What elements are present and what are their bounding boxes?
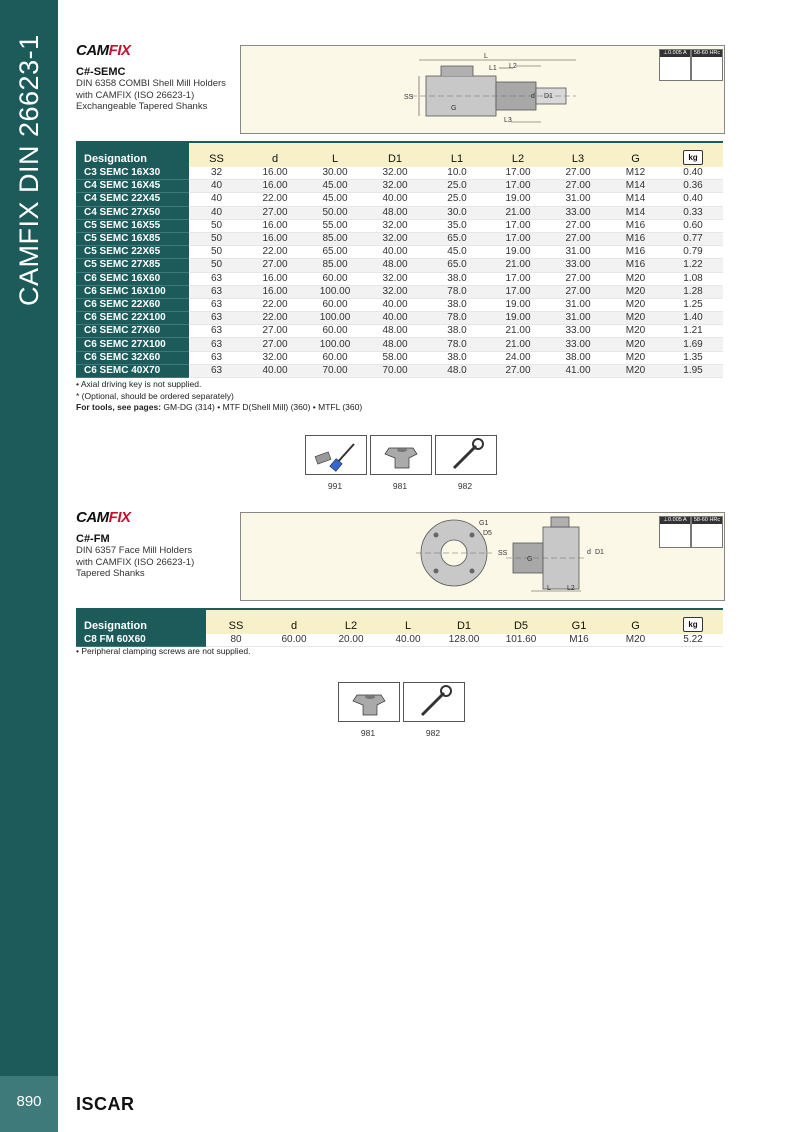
wrench-icon [436,436,496,474]
clamp-icon [371,436,431,474]
logo-part-fix: FIX [108,509,131,526]
table-row [76,193,723,206]
dim-label-L3: L3 [504,117,512,124]
table-cell: 21.00 [488,325,548,338]
table-cell: 17.00 [488,180,548,193]
dim-label-G: G [527,556,533,563]
table-cell: 65.00 [306,246,364,259]
table-cell: 30.00 [306,167,364,180]
table-cell: 10.0 [426,167,488,180]
table-cell: 63 [189,285,244,298]
camfix-logo [76,42,131,59]
table-cell: 27.00 [548,285,608,298]
semc-desc-line: with CAMFIX (ISO 26623-1) [76,89,195,101]
designation-cell: C5 SEMC 16X55 [76,219,189,232]
table-row [76,206,723,219]
semc-notes [76,379,362,414]
table-row [76,634,723,647]
hardness-spec-text: 58-60 HRc [693,517,721,523]
table-row [76,351,723,364]
dim-label-SS: SS [498,550,508,557]
table-cell: 45.00 [306,180,364,193]
table-cell: 27.00 [548,272,608,285]
table-cell: 32.00 [244,351,306,364]
note-optional: * (Optional, should be ordered separately) [76,390,234,401]
table-cell: M20 [608,272,663,285]
table-row [76,272,723,285]
table-cell: 0.40 [663,167,723,180]
table-cell: 22.00 [244,193,306,206]
table-cell: 32.00 [364,285,426,298]
table-cell: 31.00 [548,312,608,325]
header-g: G [608,609,663,634]
table-cell: 48.00 [364,338,426,351]
table-cell: 40.00 [244,364,306,377]
tool-label-981: 981 [392,481,408,491]
header-g1: G1 [550,609,608,634]
logo-part-fix: FIX [108,42,131,59]
header-weight [663,609,723,634]
table-cell: 17.00 [488,219,548,232]
table-cell: 1.22 [663,259,723,272]
tool-981-clamp [370,435,432,475]
header-d: d [266,609,322,634]
table-cell: 40 [189,193,244,206]
designation-cell: C6 SEMC 27X60 [76,325,189,338]
table-cell: 0.77 [663,232,723,245]
table-cell: M16 [608,219,663,232]
table-cell: 25.0 [426,193,488,206]
table-cell: 50 [189,246,244,259]
table-cell: 78.0 [426,312,488,325]
tool-label-982: 982 [425,728,441,738]
weight-kg-icon: kg [683,617,703,632]
table-row [76,338,723,351]
table-cell: M20 [608,351,663,364]
table-cell: 32.00 [364,167,426,180]
table-cell: 16.00 [244,232,306,245]
table-cell: 63 [189,338,244,351]
table-cell: 60.00 [306,351,364,364]
table-cell: 1.08 [663,272,723,285]
header-l: L [380,609,436,634]
table-cell: 16.00 [244,272,306,285]
header-d1: D1 [364,142,426,167]
designation-cell: C4 SEMC 27X50 [76,206,189,219]
table-cell: 100.00 [306,285,364,298]
sidebar-title: CAMFIX DIN 26623-1 [14,34,44,306]
table-cell: 63 [189,325,244,338]
wrench-icon [404,683,464,721]
table-row [76,246,723,259]
table-cell: 65.0 [426,232,488,245]
table-cell: 70.00 [306,364,364,377]
header-l3: L3 [548,142,608,167]
table-cell: 48.00 [364,259,426,272]
table-cell: 48.00 [364,325,426,338]
header-d1: D1 [436,609,492,634]
table-cell: 0.40 [663,193,723,206]
table-cell: 35.0 [426,219,488,232]
table-cell: 21.00 [488,206,548,219]
table-cell: 48.00 [364,206,426,219]
logo-part-cam: CAM [76,509,109,526]
table-cell: 38.0 [426,351,488,364]
dim-label-SS: SS [404,94,414,101]
designation-cell: C6 SEMC 22X60 [76,298,189,311]
header-ss: SS [206,609,266,634]
table-cell: 1.95 [663,364,723,377]
table-cell: 70.00 [364,364,426,377]
table-cell: 1.21 [663,325,723,338]
table-cell: 40 [189,206,244,219]
table-cell: 38.0 [426,272,488,285]
table-cell: M20 [608,338,663,351]
table-cell: M12 [608,167,663,180]
table-row [76,219,723,232]
table-cell: 41.00 [548,364,608,377]
table-cell: 27.00 [244,325,306,338]
table-cell: 27.00 [244,259,306,272]
fm-notes [76,646,250,658]
note-tools [76,402,362,414]
table-cell: M20 [608,298,663,311]
table-cell: 19.00 [488,193,548,206]
semc-holder-diagram [241,46,724,133]
dim-label-D1: D1 [544,93,553,100]
header-l1: L1 [426,142,488,167]
table-cell: 31.00 [548,298,608,311]
designation-cell: C6 SEMC 32X60 [76,351,189,364]
header-ss: SS [189,142,244,167]
table-cell: 32.00 [364,180,426,193]
table-cell: 17.00 [488,285,548,298]
header-l2: L2 [488,142,548,167]
hardness-spec-icon [691,49,723,81]
fm-desc-line: DIN 6357 Face Mill Holders [76,545,193,556]
table-cell: 63 [189,351,244,364]
table-cell: 16.00 [244,219,306,232]
table-row [76,180,723,193]
table-cell: 27.00 [244,338,306,351]
table-cell: 27.00 [244,206,306,219]
table-cell: 16.00 [244,167,306,180]
table-cell: 50 [189,232,244,245]
dim-label-L: L [547,585,551,592]
table-cell: 27.00 [548,180,608,193]
header-l2: L2 [322,609,380,634]
table-cell: M20 [608,634,663,647]
table-cell: 60.00 [306,325,364,338]
table-cell: 1.40 [663,312,723,325]
table-cell: 22.00 [244,246,306,259]
table-cell: 31.00 [548,193,608,206]
dim-label-G1: G1 [479,520,489,527]
hardness-spec-icon [691,516,723,548]
table-cell: 20.00 [322,634,380,647]
designation-cell: C5 SEMC 22X65 [76,246,189,259]
table-row [76,285,723,298]
table-cell: 100.00 [306,312,364,325]
fm-header-row [76,609,723,634]
table-cell: 19.00 [488,298,548,311]
table-cell: M14 [608,180,663,193]
table-cell: 40 [189,180,244,193]
table-cell: 1.28 [663,285,723,298]
table-cell: 0.33 [663,206,723,219]
semc-drawing [240,45,725,134]
tool-981-clamp [338,682,400,722]
table-cell: 21.00 [488,259,548,272]
table-cell: 16.00 [244,180,306,193]
table-row [76,325,723,338]
table-cell: 50 [189,259,244,272]
table-cell: 45.0 [426,246,488,259]
table-cell: 1.35 [663,351,723,364]
tools-note-text: GM-DG (314) • MTF D(Shell Mill) (360) • MTFL (360) [161,402,363,412]
table-cell: 32.00 [364,232,426,245]
designation-cell: C3 SEMC 16X30 [76,167,189,180]
note-axial-key: • Axial driving key is not supplied. [76,379,202,389]
table-cell: 33.00 [548,259,608,272]
dim-label-L: L [484,53,488,60]
table-cell: 55.00 [306,219,364,232]
table-cell: 32 [189,167,244,180]
header-g: G [608,142,663,167]
table-cell: 17.00 [488,167,548,180]
table-cell: M20 [608,285,663,298]
table-cell: 50 [189,219,244,232]
camfix-logo-2 [76,509,131,526]
designation-cell: C6 SEMC 16X100 [76,285,189,298]
table-cell: 17.00 [488,272,548,285]
table-cell: 25.0 [426,180,488,193]
table-cell: 58.00 [364,351,426,364]
tool-label-991: 991 [327,481,343,491]
table-cell: 0.79 [663,246,723,259]
table-cell: 22.00 [244,298,306,311]
table-cell: 40.00 [364,298,426,311]
table-cell: 78.0 [426,285,488,298]
table-cell: 31.00 [548,246,608,259]
table-cell: 33.00 [548,338,608,351]
dim-label-d: d [587,549,591,556]
table-cell: 27.00 [548,167,608,180]
table-cell: 38.00 [548,351,608,364]
tool-label-981: 981 [360,728,376,738]
designation-cell: C5 SEMC 16X85 [76,232,189,245]
table-cell: 40.00 [364,312,426,325]
table-cell: M16 [608,246,663,259]
table-cell: 21.00 [488,338,548,351]
hardness-spec-text: 58-60 HRc [693,50,721,56]
fm-holder-diagram [241,513,724,600]
table-cell: 0.36 [663,180,723,193]
table-row [76,312,723,325]
semc-description [76,78,226,113]
table-cell: 40.00 [380,634,436,647]
designation-cell: C6 SEMC 22X100 [76,312,189,325]
table-cell: 38.0 [426,298,488,311]
tolerance-spec-text: ⊥0.005 A [660,517,690,524]
table-cell: M16 [550,634,608,647]
tolerance-spec-icon [659,516,691,548]
table-cell: 24.00 [488,351,548,364]
fm-description [76,545,194,580]
fm-desc-line: Tapered Shanks [76,568,145,579]
table-cell: 60.00 [306,298,364,311]
header-d5: D5 [492,609,550,634]
table-row [76,167,723,180]
table-cell: M14 [608,206,663,219]
table-cell: 27.00 [548,219,608,232]
header-l: L [306,142,364,167]
table-cell: M20 [608,364,663,377]
page-number: 890 [16,1093,42,1110]
fm-title: C#-FM [76,533,110,545]
tolerance-spec-icon [659,49,691,81]
table-cell: 1.25 [663,298,723,311]
designation-cell: C6 SEMC 40X70 [76,364,189,377]
fm-drawing [240,512,725,601]
table-cell: 33.00 [548,206,608,219]
table-cell: 30.0 [426,206,488,219]
tolerance-spec-text: ⊥0.005 A [660,50,690,57]
table-cell: M20 [608,312,663,325]
header-designation: Designation [76,609,206,634]
table-cell: 19.00 [488,312,548,325]
table-cell: M20 [608,325,663,338]
dim-label-L2: L2 [567,585,575,592]
semc-table [76,141,723,378]
table-cell: M14 [608,193,663,206]
tool-991-screw-screwdriver [305,435,367,475]
table-cell: 101.60 [492,634,550,647]
table-cell: 33.00 [548,325,608,338]
table-cell: 40.00 [364,246,426,259]
dim-label-D5: D5 [483,530,492,537]
table-cell: M16 [608,259,663,272]
table-cell: 45.00 [306,193,364,206]
table-cell: 63 [189,298,244,311]
brand-name: ISCAR [76,1094,135,1114]
designation-cell: C6 SEMC 27X100 [76,338,189,351]
table-cell: 85.00 [306,259,364,272]
dim-label-D1: D1 [595,549,604,556]
dim-label-G: G [451,105,457,112]
tool-982-wrench [435,435,497,475]
table-cell: 85.00 [306,232,364,245]
table-cell: 63 [189,312,244,325]
tool-label-982: 982 [457,481,473,491]
table-cell: 80 [206,634,266,647]
table-row [76,298,723,311]
table-cell: 16.00 [244,285,306,298]
header-d: d [244,142,306,167]
table-row [76,364,723,377]
table-cell: 40.00 [364,193,426,206]
fm-desc-line: with CAMFIX (ISO 26623-1) [76,556,195,568]
table-cell: 100.00 [306,338,364,351]
screw-and-screwdriver-icon [306,436,366,474]
semc-desc-line: DIN 6358 COMBI Shell Mill Holders [76,78,226,89]
dim-label-d: d [531,93,535,100]
semc-title: C#-SEMC [76,66,126,78]
header-designation: Designation [76,142,189,167]
table-cell: 128.00 [436,634,492,647]
semc-header-row [76,142,723,167]
table-cell: 27.00 [548,232,608,245]
clamp-icon [339,683,399,721]
designation-cell: C4 SEMC 22X45 [76,193,189,206]
table-cell: 22.00 [244,312,306,325]
table-cell: 19.00 [488,246,548,259]
header-weight [663,142,723,167]
table-cell: 65.0 [426,259,488,272]
tools-note-label: For tools, see pages: [76,402,162,412]
table-cell: 38.0 [426,325,488,338]
table-cell: 5.22 [663,634,723,647]
dim-label-L1: L1 [489,65,497,72]
table-cell: 32.00 [364,272,426,285]
table-cell: 0.60 [663,219,723,232]
table-cell: 60.00 [266,634,322,647]
table-cell: 60.00 [306,272,364,285]
table-cell: 17.00 [488,232,548,245]
table-cell: 63 [189,364,244,377]
table-row [76,259,723,272]
dim-label-L2: L2 [509,63,517,70]
designation-cell: C8 FM 60X60 [76,634,206,647]
designation-cell: C5 SEMC 27X85 [76,259,189,272]
table-cell: 78.0 [426,338,488,351]
note-peripheral-screws: • Peripheral clamping screws are not supplied. [76,646,251,656]
table-cell: 27.00 [488,364,548,377]
table-cell: 48.0 [426,364,488,377]
table-cell: M16 [608,232,663,245]
tool-982-wrench [403,682,465,722]
designation-cell: C6 SEMC 16X60 [76,272,189,285]
table-cell: 1.69 [663,338,723,351]
table-cell: 63 [189,272,244,285]
table-cell: 32.00 [364,219,426,232]
weight-kg-icon: kg [683,150,703,165]
semc-desc-line: Exchangeable Tapered Shanks [76,101,208,112]
table-cell: 50.00 [306,206,364,219]
designation-cell: C4 SEMC 16X45 [76,180,189,193]
logo-part-cam: CAM [76,42,109,59]
fm-table [76,608,723,647]
table-row [76,232,723,245]
